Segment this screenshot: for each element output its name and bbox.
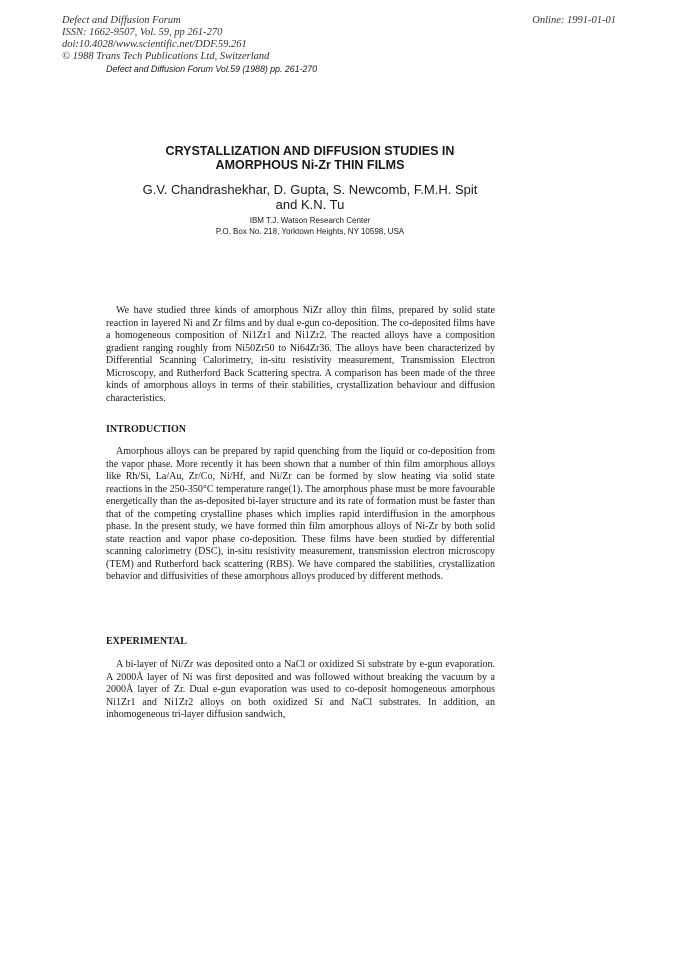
introduction-text: Amorphous alloys can be prepared by rapid quenching from the liquid or co-deposition from the vapor phase. More recently it has been shown that a number of thin film amorphous alloys like Rh/Si, La/Au, Zr/Co, Ni/Hf, and Ni/Zr can be formed by slow heating via solid state reactions in the 250-350°C temperature range(1). The amorphous phase must be more favourable energetically than the as-deposited bi-layer structure and its rate of formation must be faster than that of the competing crystalline phases which implies rapid interdiffusion in the amorphous phase. In the present study, we have formed thin film amorphous alloys of Ni-Zr by both solid state reaction and vapor phase co-deposition. These films have been studied by differential scanning calorimetry (DSC), in-situ resistivity measurement, transmission electron microscopy (TEM) and Rutherford back scattering (RBS). We have compared the stabilities, crystallization behavior and diffusivities of these amorphous alloys produced by different methods. [106, 446, 495, 582]
journal-header [62, 15, 269, 63]
abstract [106, 305, 495, 405]
paper-title [60, 144, 560, 172]
introduction-section [106, 446, 495, 584]
abstract-text: We have studied three kinds of amorphous NiZr alloy thin films, prepared by solid state reaction in layered Ni and Zr films and by dual e-gun co-deposition. The co-deposited films have a homogeneous composition of Ni1Zr1 and Ni1Zr2. The reacted alloys have a composition gradient ranging roughly from Ni50Zr50 to Ni64Zr36. The alloys have been characterized by Differential Scanning Calorimetry, in-situ resistivity measurement, Transmission Electron Microscopy, and Rutherford Back Scattering spectra. A comparison has been made of the three kinds of amorphous alloys in terms of their stabilities, crystallization behaviour and diffusion characteristics. [106, 305, 495, 404]
title-line-2: AMORPHOUS Ni-Zr THIN FILMS [215, 158, 405, 172]
journal-name: Defect and Diffusion Forum [62, 15, 181, 26]
authors-line-1: G.V. Chandrashekhar, D. Gupta, S. Newcomb, F.M.H. Spit [142, 182, 478, 197]
online-date: Online: 1991-01-01 [532, 15, 616, 26]
running-head: Defect and Diffusion Forum Vol.59 (1988) pp. 261-270 [106, 64, 318, 74]
experimental-text: A bi-layer of Ni/Zr was deposited onto a NaCl or oxidized Si substrate by e-gun evaporation. A 2000Å layer of Ni was first deposited and was followed without breaking the vacuum by a 2000Å layer of Zr. Dual e-gun evaporation was used to co-deposit homogeneous amorphous Ni1Zr1 and Ni1Zr2 alloys on both oxidized Si and NaCl substrates. In addition, an inhomogeneous tri-layer diffusion sandwich, [106, 659, 495, 720]
introduction-heading: INTRODUCTION [106, 424, 187, 435]
issn-line: ISSN: 1662-9507, Vol. 59, pp 261-270 [62, 27, 223, 38]
title-line-1: CRYSTALLIZATION AND DIFFUSION STUDIES IN [165, 144, 455, 158]
experimental-section [106, 659, 495, 722]
author-list [60, 182, 560, 212]
experimental-heading: EXPERIMENTAL [106, 636, 187, 647]
affiliation [60, 215, 560, 237]
affiliation-line-2: P.O. Box No. 218, Yorktown Heights, NY 10598, USA [215, 227, 405, 236]
affiliation-line-1: IBM T.J. Watson Research Center [249, 216, 371, 225]
authors-line-2: and K.N. Tu [275, 197, 345, 212]
copyright-line: © 1988 Trans Tech Publications Ltd, Switzerland [62, 51, 270, 62]
doi-line: doi:10.4028/www.scientific.net/DDF.59.261 [62, 39, 247, 50]
